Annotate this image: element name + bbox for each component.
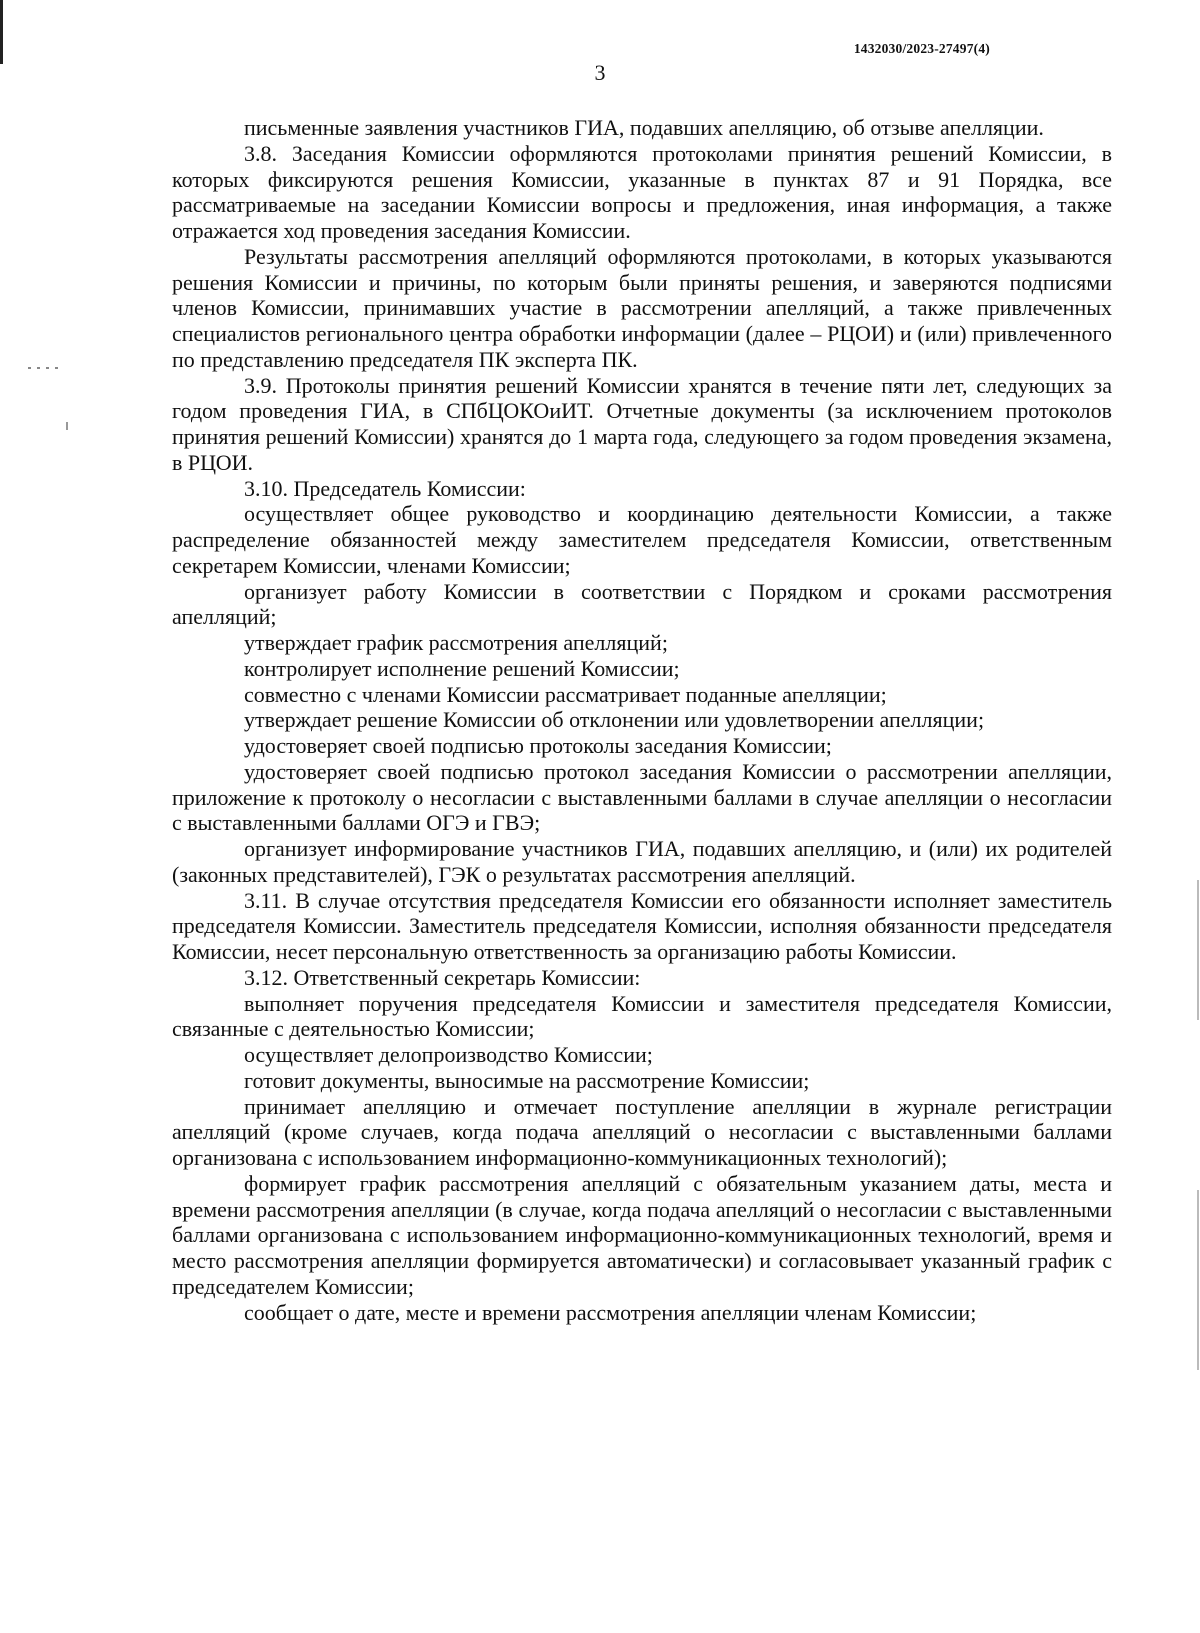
paragraph: осуществляет общее руководство и координацию деятельности Комиссии, а также распределение обязанностей между заместителем председателя Комиссии, ответственным секретарем Комиссии, членами Комиссии; xyxy=(172,501,1112,578)
paragraph: 3.10. Председатель Комиссии: xyxy=(244,475,526,501)
scan-edge-mark xyxy=(1197,1190,1199,1370)
scan-dots-mark xyxy=(28,367,58,369)
paragraph: готовит документы, выносимые на рассмотрение Комиссии; xyxy=(244,1067,810,1093)
paragraph: удостоверяет своей подписью протокол заседания Комиссии о рассмотрении апелляции, приложение к протоколу о несогласии с выставленными баллами в случае апелляции о несогласии с выставленными баллами ОГЭ и ГВЭ; xyxy=(172,758,1112,836)
scan-tick-mark xyxy=(66,422,68,430)
paragraph: принимает апелляцию и отмечает поступление апелляции в журнале регистрации апелляций (кроме случаев, когда подача апелляций о несогласии с выставленными баллами организована с использованием информационно-коммуникационных технологий); xyxy=(172,1093,1112,1170)
paragraph: Результаты рассмотрения апелляций оформляются протоколами, в которых указываются решения Комиссии и причины, по которым были приняты решения, и заверяются подписями членов Комиссии, принимавших участие в рассмотрении апелляций, а также привлеченных специалистов регионального центра обработки информации (далее – РЦОИ) и (или) привлеченного по представлению председателя ПК эксперта ПК. xyxy=(172,243,1112,372)
scan-edge-mark xyxy=(1197,880,1199,1020)
paragraph: утверждает решение Комиссии об отклонении или удовлетворении апелляции; xyxy=(244,707,985,733)
scan-edge-mark xyxy=(0,0,3,64)
paragraph: 3.9. Протоколы принятия решений Комиссии хранятся в течение пяти лет, следующих за годом проведения ГИА, в СПбЦОКОиИТ. Отчетные документы (за исключением протоколов принятия решений Комиссии) хранятся до 1 марта года, следующего за годом проведения экзамена, в РЦОИ. xyxy=(172,372,1112,475)
paragraph: удостоверяет своей подписью протоколы заседания Комиссии; xyxy=(244,733,832,758)
paragraph: контролирует исполнение решений Комиссии; xyxy=(244,655,680,681)
paragraph: организует информирование участников ГИА, подавших апелляцию, и (или) их родителей (законных представителей), ГЭК о результатах рассмотрения апелляций. xyxy=(172,836,1112,887)
document-body xyxy=(172,115,1112,1325)
paragraph: сообщает о дате, месте и времени рассмотрения апелляции членам Комиссии; xyxy=(244,1299,977,1325)
paragraph: 3.12. Ответственный секретарь Комиссии: xyxy=(244,964,641,990)
paragraph: формирует график рассмотрения апелляций с обязательным указанием даты, места и времени рассмотрения апелляции (в случае, когда подача апелляций о несогласии с выставленными баллами организована с использованием информационно-коммуникационных технологий, время и место рассмотрения апелляции формируется автоматически) и согласовывает указанный график с председателем Комиссии; xyxy=(172,1170,1112,1299)
paragraph: выполняет поручения председателя Комиссии и заместителя председателя Комиссии, связанные с деятельностью Комиссии; xyxy=(172,990,1112,1042)
paragraph: 3.11. В случае отсутствия председателя Комиссии его обязанности исполняет заместитель председателя Комиссии. Заместитель председателя Комиссии, исполняя обязанности председателя Комиссии, несет персональную ответственность за организацию работы Комиссии. xyxy=(172,887,1112,964)
paragraph: письменные заявления участников ГИА, подавших апелляцию, об отзыве апелляции. xyxy=(244,115,1044,140)
document-id: 1432030/2023-27497(4) xyxy=(853,41,990,56)
paragraph: совместно с членами Комиссии рассматривает поданные апелляции; xyxy=(244,681,887,707)
paragraph: осуществляет делопроизводство Комиссии; xyxy=(244,1042,653,1067)
page-number: 3 xyxy=(594,60,606,85)
paragraph: утверждает график рассмотрения апелляций; xyxy=(244,630,668,655)
paragraph: организует работу Комиссии в соответствии с Порядком и сроками рассмотрения апелляций; xyxy=(172,578,1112,630)
paragraph: 3.8. Заседания Комиссии оформляются протоколами принятия решений Комиссии, в которых фиксируются решения Комиссии, указанные в пунктах 87 и 91 Порядка, все рассматриваемые на заседании Комиссии вопросы и предложения, иная информация, а также отражается ход проведения заседания Комиссии. xyxy=(172,140,1112,243)
